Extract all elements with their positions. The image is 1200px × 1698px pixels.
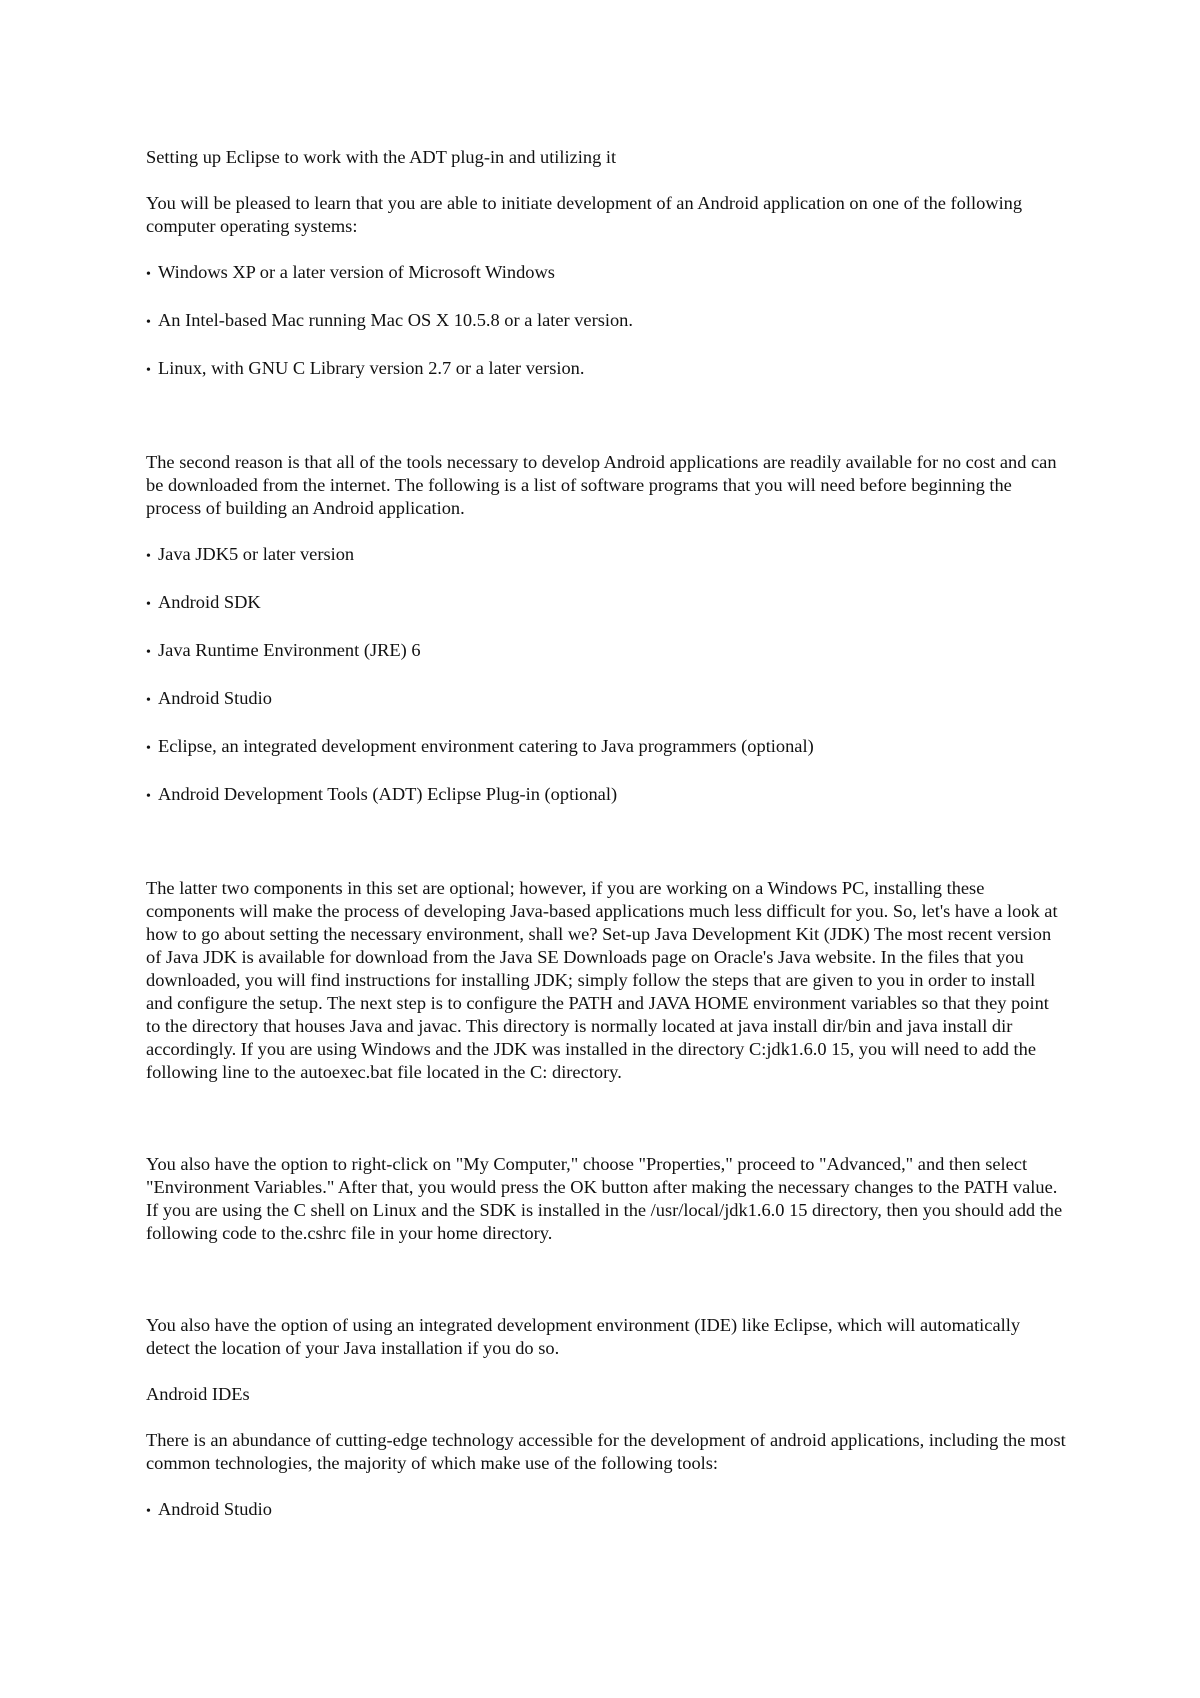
os-list-item-mac: • An Intel-based Mac running Mac OS X 10.5.8 or a later version. [146,309,1066,334]
ides-list-item: • Android Studio [146,1498,1066,1523]
os-list-item-linux: • Linux, with GNU C Library version 2.7 or a later version. [146,357,1066,382]
android-ides-heading: Android IDEs [146,1384,250,1404]
document-page [146,146,1066,1546]
environment-variables-paragraph: You also have the option to right-click on "My Computer," choose "Properties," proceed to "Advanced," and then select "Environment Variables." After that, you would press the OK button after making the necessary changes to the PATH value. If you are using the C shell on Linux and the SDK is installed in the /usr/local/jdk1.6.0 15 directory, then you should add the following code to the.cshrc file in your home directory. [146,1154,1063,1243]
document-heading: Setting up Eclipse to work with the ADT plug-in and utilizing it [146,147,617,167]
second-reason-paragraph: The second reason is that all of the tools necessary to develop Android applications are readily available for no cost and can be downloaded from the internet. The following is a list of software programs that you will need before beginning the process of building an Android application. [146,452,1057,518]
ide-option-paragraph: You also have the option of using an integrated development environment (IDE) like Eclipse, which will automatically detect the location of your Java installation if you do so. [146,1315,1021,1358]
software-list-item: • Android Development Tools (ADT) Eclipse Plug-in (optional) [146,783,1066,808]
software-list-item: • Android SDK [146,591,1066,616]
jdk-setup-paragraph: The latter two components in this set are optional; however, if you are working on a Windows PC, installing these components will make the process of developing Java-based applications much less difficult for you. So, let's have a look at how to go about setting the necessary environment, shall we? Set-up Java Development Kit (JDK) The most recent version of Java JDK is available for download from the Java SE Downloads page on Oracle's Java website. In the files that you downloaded, you will find instructions for installing JDK; simply follow the steps that are given to you in order to install and configure the setup. The next step is to configure the PATH and JAVA HOME environment variables so that they point to the directory that houses Java and javac. This directory is normally located at java install dir/bin and java install dir accordingly. If you are using Windows and the JDK was installed in the directory C:jdk1.6.0 15, you will need to add the following line to the autoexec.bat file located in the C: directory. [146,878,1058,1082]
software-list-item: • Java Runtime Environment (JRE) 6 [146,639,1066,664]
software-list-item: • Eclipse, an integrated development environment catering to Java programmers (optional) [146,735,1066,760]
software-list-item: • Java JDK5 or later version [146,543,1066,568]
intro-paragraph: You will be pleased to learn that you are able to initiate development of an Android application on one of the following computer operating systems: [146,193,1023,236]
software-list-item: • Android Studio [146,687,1066,712]
android-ides-intro: There is an abundance of cutting-edge technology accessible for the development of android applications, including the most common technologies, the majority of which make use of the following tools: [146,1430,1066,1473]
os-list-item-windows: • Windows XP or a later version of Microsoft Windows [146,261,1066,286]
